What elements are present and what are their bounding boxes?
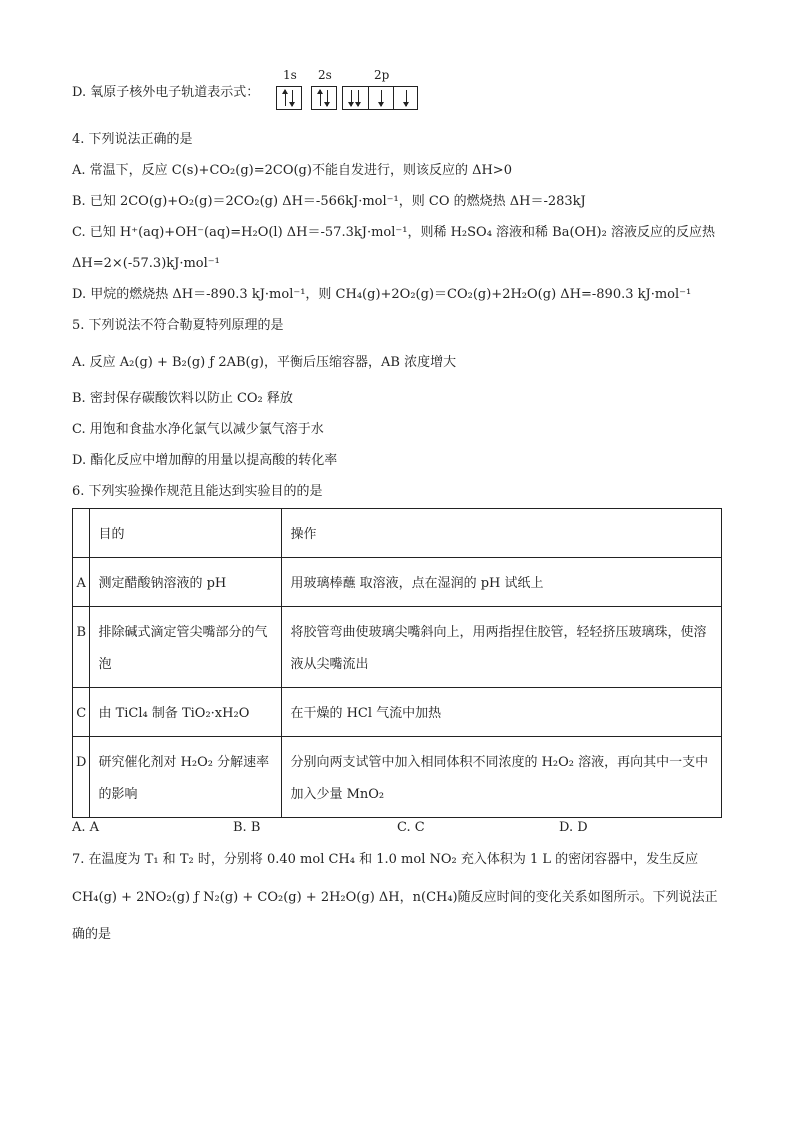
q7-stem-line1: 7. 在温度为 T₁ 和 T₂ 时，分别将 0.40 mol CH₄ 和 1.0 mol NO₂ 充入体积为 1 L 的密闭容器中，发生反应: [72, 852, 699, 867]
arrow-down-icon: [292, 90, 293, 106]
table-row: [73, 607, 722, 688]
q5-option-b: B. 密封保存碳酸饮料以防止 CO₂ 释放: [72, 391, 293, 406]
q6-table: [72, 508, 722, 818]
table-header-cell: 操作: [282, 509, 722, 558]
q4-option-c: C. 已知 H⁺(aq)+OH⁻(aq)=H₂O(l) ΔH＝-57.3kJ·mol⁻¹，则稀 H₂SO₄ 溶液和稀 Ba(OH)₂ 溶液反应的反应热: [72, 225, 715, 240]
orbital-box-1s: [276, 86, 302, 110]
row-operation: 用玻璃棒蘸 取溶液，点在湿润的 pH 试纸上: [282, 558, 722, 607]
arrow-down-icon: [351, 90, 352, 106]
arrow-down-icon: [406, 90, 407, 106]
q6-answer-d: D. D: [559, 820, 588, 835]
q6-answer-c: C. C: [397, 820, 425, 835]
row-goal: 测定醋酸钠溶液的 pH: [90, 558, 282, 607]
q5-option-a: A. 反应 A₂(g) + B₂(g) ƒ 2AB(g)，平衡后压缩容器，AB 浓度增大: [72, 355, 457, 370]
q4-option-a: A. 常温下，反应 C(s)+CO₂(g)=2CO(g)不能自发进行，则该反应的 ΔH>0: [72, 163, 512, 178]
q4-stem: 4. 下列说法正确的是: [72, 132, 193, 147]
arrow-down-icon: [358, 90, 359, 106]
arrow-down-icon: [381, 90, 382, 106]
table-row: [73, 688, 722, 737]
row-key: B: [73, 607, 90, 688]
row-goal: 排除碱式滴定管尖嘴部分的气泡: [90, 607, 282, 688]
orbital-label-2s: 2s: [318, 68, 332, 82]
q5-stem: 5. 下列说法不符合勒夏特列原理的是: [72, 318, 284, 333]
row-key: A: [73, 558, 90, 607]
row-operation: 将胶管弯曲使玻璃尖嘴斜向上，用两指捏住胶管，轻轻挤压玻璃珠，使溶液从尖嘴流出: [282, 607, 722, 688]
orbital-box-2s: [311, 86, 337, 110]
q5-option-c: C. 用饱和食盐水净化氯气以减少氯气溶于水: [72, 422, 324, 437]
orbital-box-2p: [342, 86, 418, 110]
orbital-label-2p: 2p: [374, 68, 390, 82]
row-key: C: [73, 688, 90, 737]
q4-option-b: B. 已知 2CO(g)+O₂(g)＝2CO₂(g) ΔH＝-566kJ·mol⁻¹，则 CO 的燃烧热 ΔH＝-283kJ: [72, 194, 586, 209]
table-header-cell: 目的: [90, 509, 282, 558]
q7-stem-line3: 确的是: [72, 927, 112, 942]
q6-answer-b: B. B: [233, 820, 261, 835]
q7-stem-line2: CH₄(g) + 2NO₂(g) ƒ N₂(g) + CO₂(g) + 2H₂O(g) ΔH，n(CH₄)随反应时间的变化关系如图所示。下列说法正: [72, 890, 718, 905]
orbital-label-1s: 1s: [283, 68, 297, 82]
row-operation: 分别向两支试管中加入相同体积不同浓度的 H₂O₂ 溶液，再向其中一支中加入少量 MnO₂: [282, 737, 722, 818]
arrow-down-icon: [327, 90, 328, 106]
table-row: [73, 737, 722, 818]
q4-option-d: D. 甲烷的燃烧热 ΔH＝-890.3 kJ·mol⁻¹，则 CH₄(g)+2O₂(g)＝CO₂(g)+2H₂O(g) ΔH=-890.3 kJ·mol⁻¹: [72, 287, 692, 302]
table-header-row: [73, 509, 722, 558]
row-goal: 研究催化剂对 H₂O₂ 分解速率的影响: [90, 737, 282, 818]
table-row: [73, 558, 722, 607]
arrow-up-icon: [285, 90, 286, 106]
table-header-cell: [73, 509, 90, 558]
row-goal: 由 TiCl₄ 制备 TiO₂·xH₂O: [90, 688, 282, 737]
q6-stem: 6. 下列实验操作规范且能达到实验目的的是: [72, 484, 323, 499]
q4-option-c-continued: ΔH=2×(-57.3)kJ·mol⁻¹: [72, 256, 220, 271]
q6-answer-a: A. A: [72, 820, 100, 835]
arrow-up-icon: [320, 90, 321, 106]
row-key: D: [73, 737, 90, 818]
q3-option-d: D. 氧原子核外电子轨道表示式：: [72, 85, 260, 100]
q5-option-d: D. 酯化反应中增加醇的用量以提高酸的转化率: [72, 453, 338, 468]
row-operation: 在干燥的 HCl 气流中加热: [282, 688, 722, 737]
